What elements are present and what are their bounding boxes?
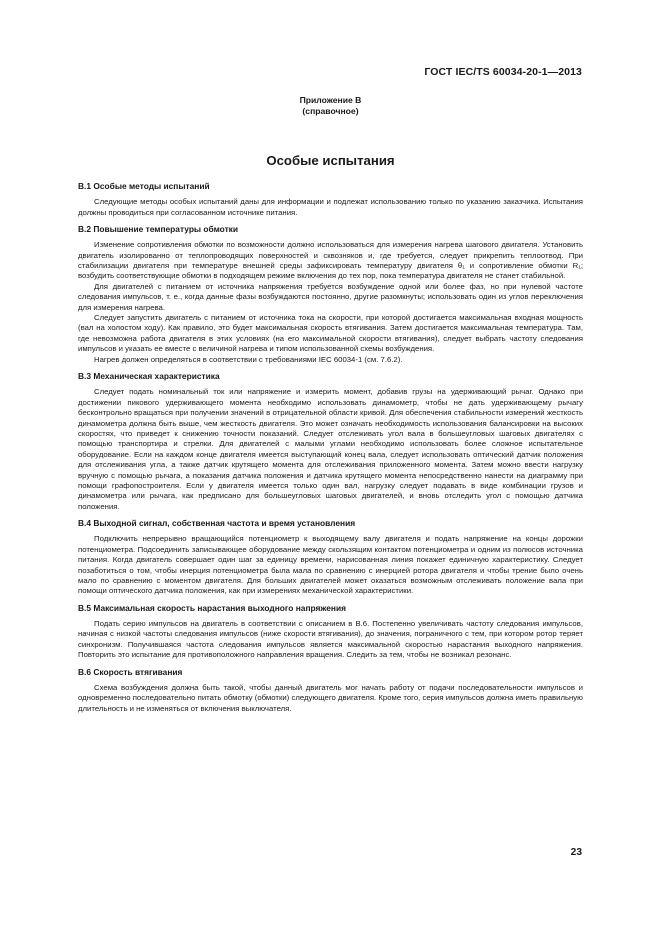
paragraph: Следует запустить двигатель с питанием от источника тока на скорости, при которой достигается максимальная входная мощность (вал на холостом ходу). Как правило, это будет максимальная скорость втягивания. Затем достигается максимальная температура. Там, где невозможна работа двигателя в этих условиях (на его максимальной скорости втягивания), следует выбрать частоту следования импульсов и указать ее вместе с величиной нагрева и типом использованной схемы возбуждения. xyxy=(78,313,583,354)
section-heading: В.5 Максимальная скорость нарастания выходного напряжения xyxy=(78,602,346,613)
paragraph: Нагрев должен определяться в соответствии с требованиями IEC 60034-1 (см. 7.6.2). xyxy=(94,354,403,364)
paragraph: Схема возбуждения должна быть такой, чтобы данный двигатель мог начать работу от подачи последовательности импульсов и одновременно последовательно питать обмотку (обмотки) следующего двигателя. Кроме того, серия импульсов должна иметь правильную длительность и не изменяться от включения выключателя. xyxy=(78,682,583,713)
section-heading: В.4 Выходной сигнал, собственная частота и время установления xyxy=(78,518,356,529)
paragraph: Подключить непрерывно вращающийся потенциометр к выходящему валу двигателя и подать напряжение на концы дорожки потенциометра. Подсоединить записывающее оборудование между скользящим контактом потенциометра и одним из полюсов источника питания. Когда двигатель совершает один шаг за единицу времени, нарисованная линия покажет единичную характеристику. Следует позаботиться о том, чтобы инерция потенциометра была мала по сравнению с инерцией ротора двигателя и чтобы трение было очень мало по сравнению с моментом двигателя. Для больших двигателей может оказаться возможным отслеживать положение вала при помощи оптического датчика положения, как при измерениях механической характеристики. xyxy=(78,534,583,596)
appendix-title: Приложение В xyxy=(299,95,362,105)
section-b6 xyxy=(78,667,583,714)
section-heading: В.6 Скорость втягивания xyxy=(78,666,183,677)
section-b3 xyxy=(78,371,583,512)
paragraph: Для двигателей с питанием от источника напряжения требуется возбуждение одной или более фаз, но при нулевой частоте следования импульсов, т. е., когда данные фазы возбуждаются постоянно, другие разомкнуты; использовать один из углов переключения для измерения нагрева. xyxy=(78,281,583,312)
page-number: 23 xyxy=(570,847,582,858)
section-heading: В.2 Повышение температуры обмотки xyxy=(78,224,239,235)
content-body xyxy=(78,181,583,720)
section-b4 xyxy=(78,518,583,597)
appendix-subtitle: (справочное) xyxy=(302,106,359,116)
section-b5 xyxy=(78,603,583,661)
paragraph: Следующие методы особых испытаний даны для информации и подлежат использованию только по указанию заказчика. Испытания должны проводиться при согласованном источнике питания. xyxy=(78,197,583,217)
section-b2 xyxy=(78,224,583,365)
paragraph: Подать серию импульсов на двигатель в соответствии с описанием в В.6. Постепенно увеличивать частоту следования импульсов, начиная с низкой частоты следования импульсов (ниже скорости втягивания), до значения, пограничного с тем, при котором ротор теряет синхронизм. Получившаяся частота следования импульсов является максимальной скоростью нарастания выходного напряжения. Повторить это испытание для противоположного направления вращения. Следить за тем, чтобы не возникал резонанс. xyxy=(78,619,583,660)
main-title: Особые испытания xyxy=(266,153,395,168)
section-heading: В.1 Особые методы испытаний xyxy=(78,181,210,191)
section-heading: В.3 Механическая характеристика xyxy=(78,371,220,382)
standard-code-header: ГОСТ IEC/TS 60034-20-1—2013 xyxy=(424,66,582,78)
paragraph: Изменение сопротивления обмотки по возможности должно использоваться для измерения нагрева шагового двигателя. Установить двигатель изолированно от теплопроводящих поверхностей и сквозняков и, где требуется, следует прикрепить теплоотвод. При стабилизации двигателя при температуре внешней среды зафиксировать температуру двигателя θ₁ и сопротивление обмотки R₁; возбудить соответствующие обмотки в подходящем режиме включения до тех пор, пока температура двигателя не станет стабильной. xyxy=(78,240,583,281)
paragraph: Следует подать номинальный ток или напряжение и измерить момент, добавив грузы на удерживающий рычаг. Однако при достижении пикового удерживающего момента необходимо использовать динамометр, чтобы не дать удерживающему рычагу бесконтрольно вращаться при получении значений в отрицательной области кривой. Для обеспечения стабильности измерений жесткость динамометра должна быть выше, чем жесткость двигателя. Это может означать необходимость использования балансировки на высоких скоростях, что приведет к снижению точности показаний. Следует отслеживать угол вала в большеугловых шаговых двигателях с помощью транспортира и стрелки. Для двигателей с малыми углами необходимо использовать более сложное испытательное оборудование. Если на каждом конце двигателя имеется выступающий конец вала, следует использовать оптический датчик положения для отслеживания угла, а также датчик крутящего момента для отслеживания приложенного момента. Затем можно ввести нагрузку вручную с помощью рычага, а показания датчика положения и датчика крутящего момента непосредственно нанести на диаграмму при помощи графопостроителя. Если у двигателя имеется только один вал, нагрузку следует подавать в виде комбинации грузов и динамометра или рычага, как предписано для большеугловых шаговых двигателей, и вновь отследить угол с помощью датчика положения. xyxy=(78,387,583,511)
section-b1 xyxy=(78,181,583,218)
